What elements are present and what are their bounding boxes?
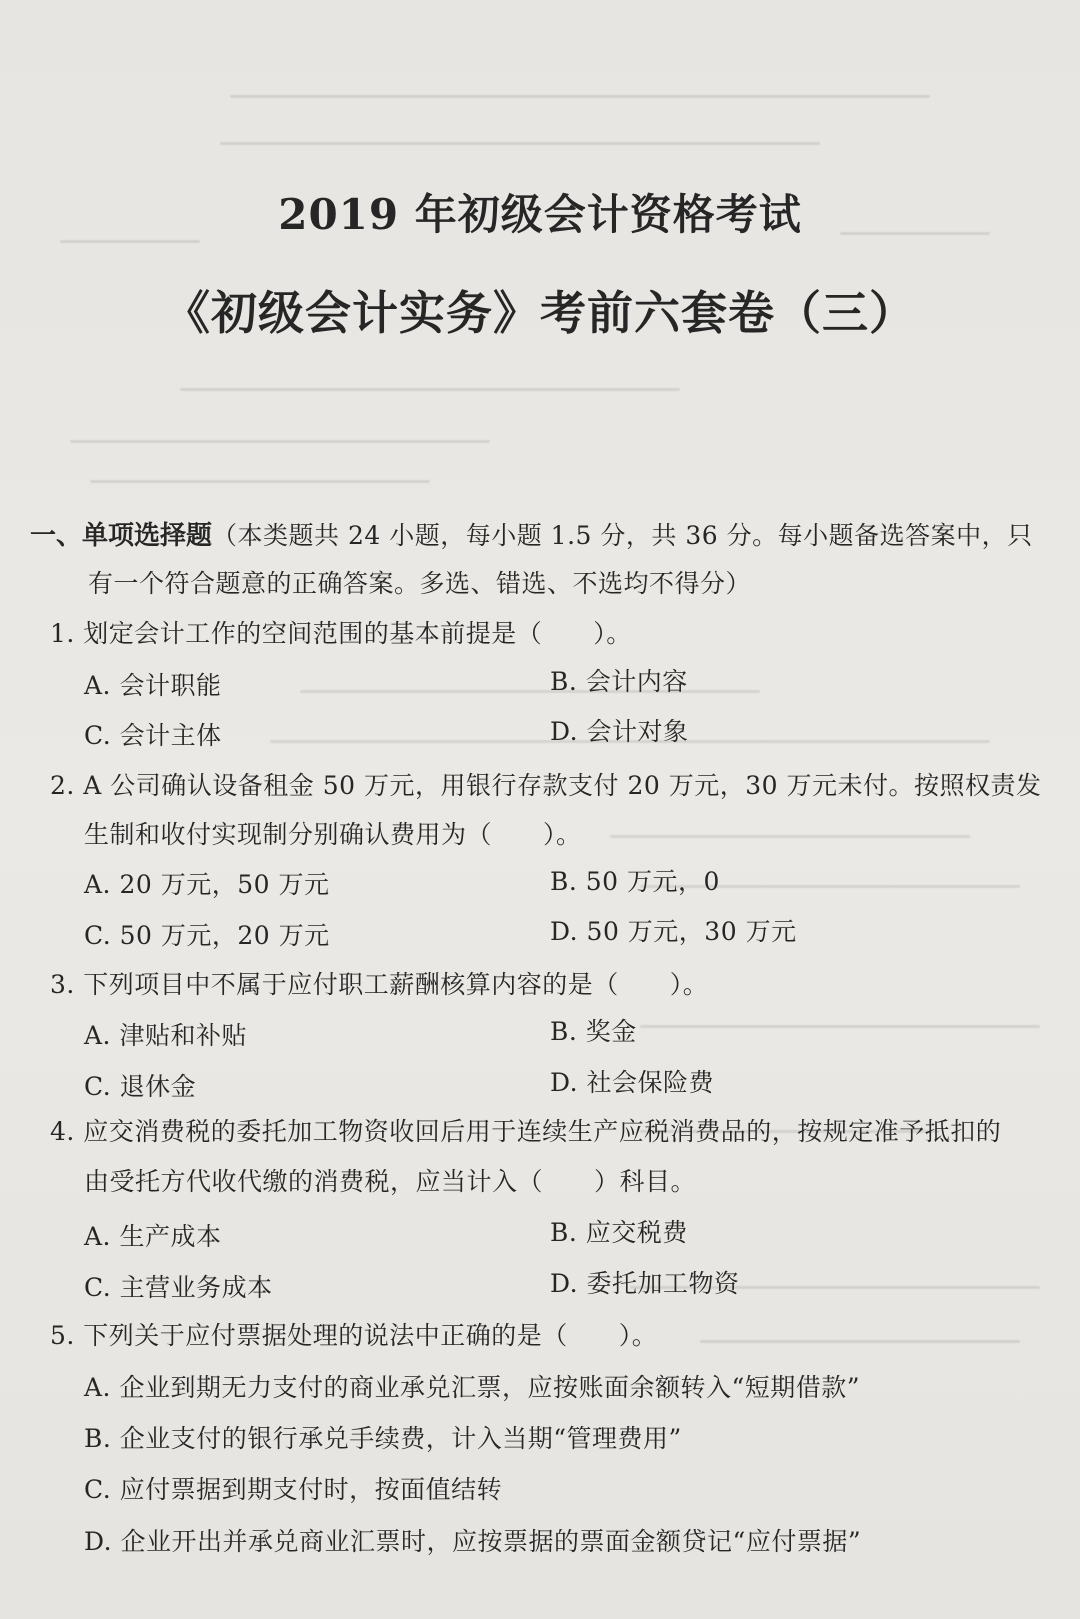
question-5-option-c: C. 应付票据到期支付时，按面值结转 [84,1475,503,1504]
exam-title-line-1: 2019 年初级会计资格考试 [278,190,802,239]
question-2-stem-line-2: 生制和收付实现制分别确认费用为（ ）。 [84,820,582,849]
question-5-stem: 5. 下列关于应付票据处理的说法中正确的是（ ）。 [50,1321,658,1350]
question-4-option-c: C. 主营业务成本 [84,1273,273,1302]
question-1-option-a: A. 会计职能 [84,671,222,700]
question-3-option-a: A. 津贴和补贴 [84,1021,247,1050]
question-2-option-b: B. 50 万元，0 [550,867,720,896]
question-3-option-c: C. 退休金 [84,1072,197,1101]
question-5-option-d: D. 企业开出并承兑商业汇票时，应按票据的票面金额贷记“应付票据” [84,1527,862,1556]
question-2-option-d: D. 50 万元，30 万元 [550,917,797,946]
question-2-option-a: A. 20 万元，50 万元 [84,870,330,899]
question-4-stem-line-1: 4. 应交消费税的委托加工物资收回后用于连续生产应税消费品的，按规定准予抵扣的 [50,1117,1002,1146]
section-description-line-1: （本类题共 24 小题，每小题 1.5 分，共 36 分。每小题备选答案中，只 [212,521,1033,550]
question-2-option-c: C. 50 万元，20 万元 [84,921,330,950]
section-description-line-2: 有一个符合题意的正确答案。多选、错选、不选均不得分） [88,569,752,598]
question-2-stem-line-1: 2. A 公司确认设备租金 50 万元，用银行存款支付 20 万元，30 万元未付。按照权责发 [50,771,1042,800]
question-4-stem-line-2: 由受托方代收代缴的消费税，应当计入（ ）科目。 [84,1167,697,1196]
question-3-option-b: B. 奖金 [550,1017,637,1046]
question-4-option-d: D. 委托加工物资 [550,1269,740,1298]
question-1-option-d: D. 会计对象 [550,717,689,746]
question-5-option-b: B. 企业支付的银行承兑手续费，计入当期“管理费用” [84,1424,682,1453]
question-3-stem: 3. 下列项目中不属于应付职工薪酬核算内容的是（ ）。 [50,970,709,999]
exam-title-line-2: 《初级会计实务》考前六套卷（三） [164,286,916,340]
question-4-option-a: A. 生产成本 [84,1222,222,1251]
question-1-option-b: B. 会计内容 [550,667,688,696]
question-4-option-b: B. 应交税费 [550,1218,688,1247]
question-1-option-c: C. 会计主体 [84,721,222,750]
section-heading: 一、单项选择题 [30,521,213,551]
section-single-choice-intro [30,512,1050,607]
question-3-option-d: D. 社会保险费 [550,1068,715,1097]
question-5-option-a: A. 企业到期无力支付的商业承兑汇票，应按账面余额转入“短期借款” [84,1373,861,1402]
question-1-stem: 1. 划定会计工作的空间范围的基本前提是（ ）。 [50,619,632,648]
